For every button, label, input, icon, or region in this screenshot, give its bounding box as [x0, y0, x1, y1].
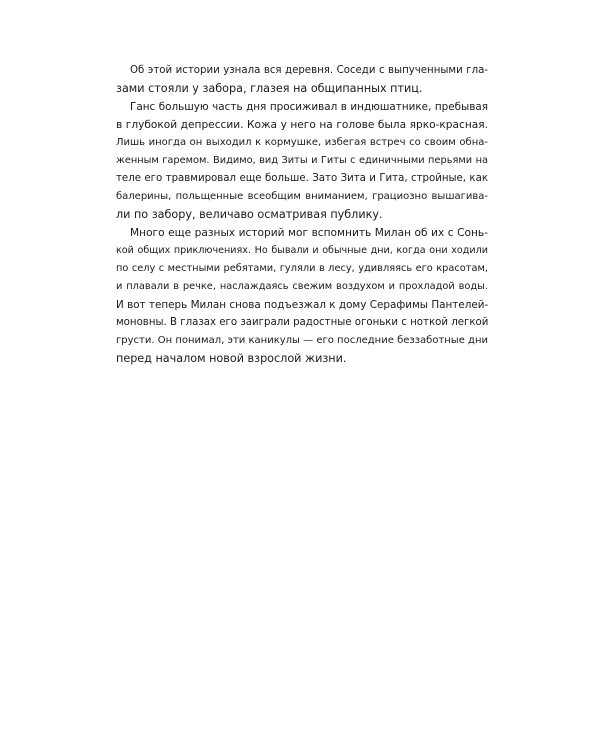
text-line: женным гаремом. Видимо, вид Зиты и Гиты с единичными перьями на: [116, 155, 488, 166]
text-line: в глубокой депрессии. Кожа у него на голове была ярко-красная.: [116, 119, 488, 131]
text-line: и плавали в речке, наслаждаясь свежим воздухом и прохладой воды.: [116, 281, 488, 292]
text-line: кой общих приключениях. Но бывали и обычные дни, когда они ходили: [116, 245, 488, 256]
text-line: балерины, польщенные всеобщим вниманием, грациозно вышагива-: [116, 191, 488, 202]
text-line: ли по забору, величаво осматривая публику.: [116, 208, 383, 221]
paragraph-1: [116, 62, 488, 98]
text-line: перед началом новой взрослой жизни.: [116, 352, 347, 365]
text-line: теле его травмировал еще больше. Зато Зита и Гита, стройные, как: [116, 173, 488, 184]
text-line: моновны. В глазах его заиграли радостные огоньки с ноткой легкой: [116, 317, 489, 328]
paragraph-3: [116, 224, 488, 368]
body-text: [116, 62, 488, 368]
paragraph-2: [116, 98, 488, 224]
text-line: Ганс большую часть дня просиживал в индюшатнике, пребывая: [130, 101, 488, 113]
text-line: Об этой истории узнала вся деревня. Соседи с выпученными гла-: [130, 65, 488, 76]
text-line: по селу с местными ребятами, гуляли в лесу, удивляясь его красотам,: [116, 263, 488, 274]
text-line: И вот теперь Милан снова подъезжал к дому Серафимы Пантелей-: [116, 299, 489, 311]
text-line: Лишь иногда он выходил к кормушке, избегая встреч со своим обна-: [116, 137, 488, 148]
text-line: зами стояли у забора, глазея на общипанных птиц.: [116, 82, 423, 95]
text-line: Много еще разных историй мог вспомнить Милан об их с Сонь-: [130, 227, 488, 239]
text-line: грусти. Он понимал, эти каникулы — его последние беззаботные дни: [116, 335, 488, 346]
